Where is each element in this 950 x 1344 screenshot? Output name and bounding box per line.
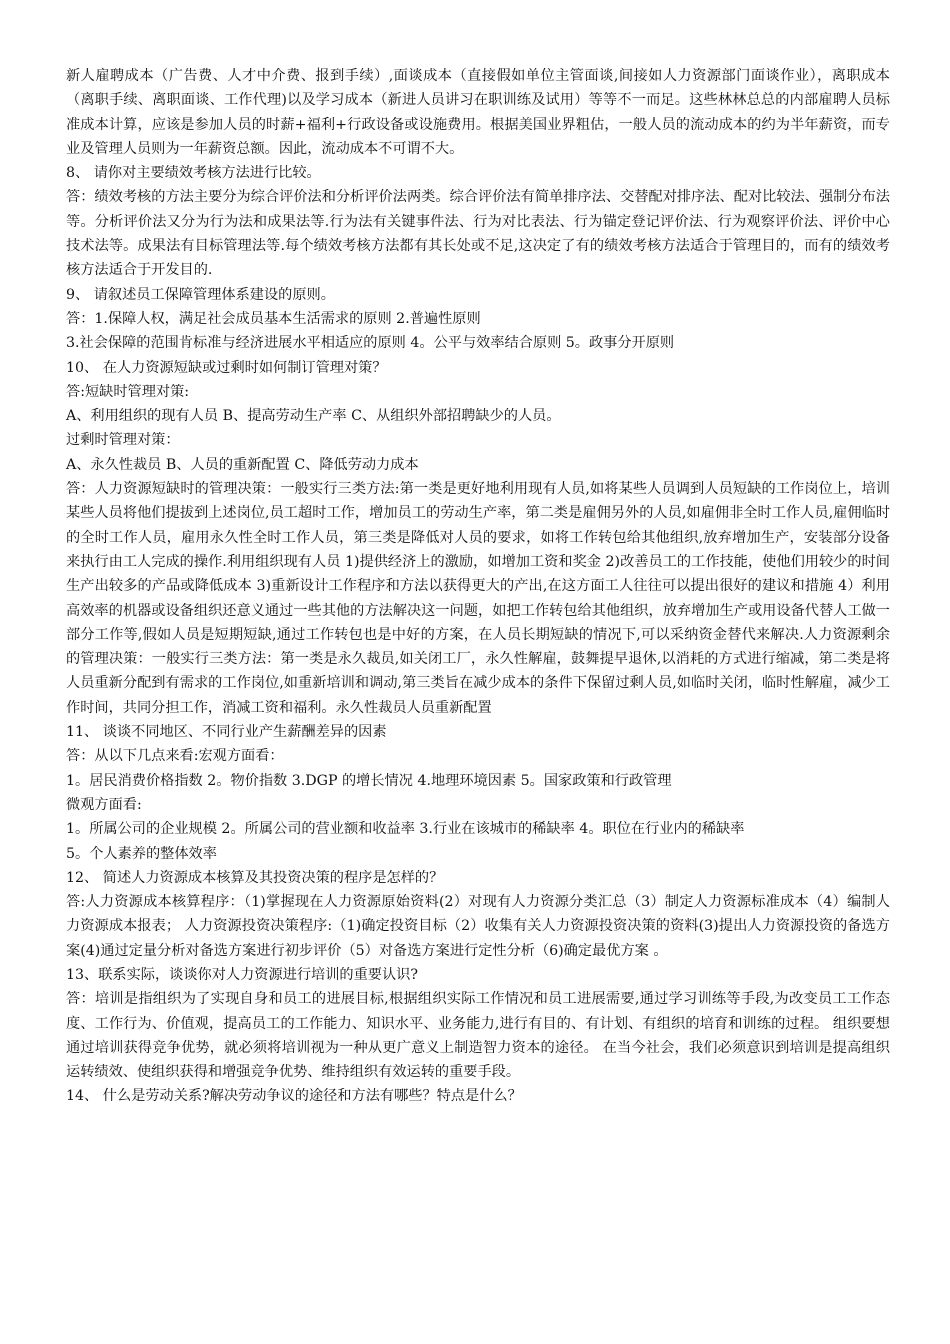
- answer-9-line-1: 答：1.保障人权，满足社会成员基本生活需求的原则 2.普遍性原则: [66, 310, 481, 327]
- answer-11-micro-list-cont: 5。个人素养的整体效率: [66, 845, 217, 862]
- question-13: 13、联系实际，谈谈你对人力资源进行培训的重要认识?: [66, 966, 418, 983]
- answer-11-macro-list: 1。居民消费价格指数 2。物价指数 3.DGP 的增长情况 4.地理环境因素 5。国家政策和行政管理: [66, 772, 672, 789]
- answer-11-micro-heading: 微观方面看:: [66, 796, 142, 813]
- answer-11-micro-list: 1。所属公司的企业规模 2。所属公司的营业额和收益率 3.行业在该城市的稀缺率 4。职位在行业内的稀缺率: [66, 821, 745, 838]
- question-8: 8、 请你对主要绩效考核方法进行比较。: [66, 165, 321, 182]
- answer-10-surplus-list: A、永久性裁员 B、人员的重新配置 C、降低劳动力成本: [66, 456, 419, 473]
- answer-11-macro-heading: 答：从以下几点来看:宏观方面看：: [66, 748, 284, 765]
- answer-10-detail: 答：人力资源短缺时的管理决策：一般实行三类方法:第一类是更好地利用现有人员,如将某些人员调到人员短缺的工作岗位上，培训某些人员将他们提拔到上述岗位,员工超时工作，增加员工的劳动生产率，第二类是雇佣另外的人员,如雇佣非全时工作人员,雇佣临时的全时工作人员，雇用永久性全时工作人员，第三类是降低对人员的要求，如将工作转包给其他组织,放弃增加生产，安装部分设备来执行由工人完成的操作.利用组织现有人员 1)提供经济上的激励，如增加工资和奖金 2)改善员工的工作技能，使他们用较少的时间生产出较多的产品或降低成本 3)重新设计工作程序和方法以获得更大的产出,在这方面工人往往可以提出很好的建议和措施 4）利用高效率的机器或设备组织还意义通过一些其他的方法解决这一问题，如把工作转包给其他组织，放弃增加生产或用设备代替人工做一部分工作等,假如人员是短期短缺,通过工作转包也是中好的方案，在人员长期短缺的情况下,可以采纳资金替代来解决.人力资源剩余的管理决策：一般实行三类方法：第一类是永久裁员,如关闭工厂，永久性解雇，鼓舞提早退休,以消耗的方式进行缩减，第二类是将人员重新分配到有需求的工作岗位,如重新培训和调动,第三类旨在减少成本的条件下保留过剩人员,如临时关闭，临时性解雇，减少工作时间，共同分担工作，消减工资和福利。永久性裁员人员重新配置: [66, 481, 890, 716]
- paragraph-turnover-cost: 新人雇聘成本（广告费、人才中介费、报到手续）,面谈成本（直接假如单位主管面谈,间接如人力资源部门面谈作业），离职成本（离职手续、离职面谈、工作代理)以及学习成本（新进人员讲习在职训练及试用）等等不一而足。这些林林总总的内部雇聘人员标准成本计算，应该是参加人员的时薪+福利+行政设备或设施费用。根据美国业界粗估，一般人员的流动成本的约为半年薪资，而专业及管理人员则为一年薪资总额。因此，流动成本不可谓不大。: [66, 68, 890, 157]
- question-12: 12、 简述人力资源成本核算及其投资决策的程序是怎样的？: [66, 869, 444, 886]
- question-9: 9、 请叙述员工保障管理体系建设的原则。: [66, 286, 335, 303]
- question-14: 14、 什么是劳动关系?解决劳动争议的途径和方法有哪些？特点是什么？: [66, 1088, 522, 1105]
- question-10: 10、 在人力资源短缺或过剩时如何制订管理对策？: [66, 359, 387, 376]
- question-11: 11、 谈谈不同地区、不同行业产生薪酬差异的因素: [66, 724, 387, 741]
- answer-10-surplus-heading: 过剩时管理对策：: [66, 432, 180, 449]
- answer-10-shortage-list: A、利用组织的现有人员 B、提高劳动生产率 C、从组织外部招聘缺少的人员。: [66, 408, 561, 425]
- answer-9-line-2: 3.社会保障的范围肯标准与经济进展水平相适应的原则 4。公平与效率结合原则 5。政事分开原则: [66, 335, 675, 352]
- answer-8: 答：绩效考核的方法主要分为综合评价法和分析评价法两类。综合评价法有简单排序法、交替配对排序法、配对比较法、强制分布法等。分析评价法又分为行为法和成果法等.行为法有关键事件法、行为对比表法、行为锚定登记评价法、行为观察评价法、评价中心技术法等。成果法有目标管理法等.每个绩效考核方法都有其长处或不足,这决定了有的绩效考核方法适合于管理目的，而有的绩效考核方法适合于开发目的.: [66, 189, 890, 279]
- document-page: [66, 64, 890, 1109]
- answer-13: 答：培训是指组织为了实现自身和员工的进展目标,根据组织实际工作情况和员工进展需要,通过学习训练等手段,为改变员工工作态度、工作行为、价值观，提高员工的工作能力、知识水平、业务能力,进行有目的、有计划、有组织的培育和训练的过程。 组织要想通过培训获得竞争优势，就必须将培训视为一种从更广意义上制造智力资本的途径。 在当今社会，我们必须意识到培训是提高组织运转绩效、使组织获得和增强竞争优势、维持组织有效运转的重要手段。: [66, 991, 890, 1081]
- answer-12: 答:人力资源成本核算程序：（1)掌握现在人力资源原始资料(2）对现有人力资源分类汇总（3）制定人力资源标准成本（4）编制人力资源成本报表； 人力资源投资决策程序:（1)确定投资目标（2）收集有关人力资源投资决策的资料(3)提出人力资源投资的备选方案(4)通过定量分析对备选方案进行初步评价（5）对备选方案进行定性分析（6)确定最优方案 。: [66, 894, 890, 959]
- answer-10-shortage-heading: 答:短缺时管理对策:: [66, 383, 190, 400]
